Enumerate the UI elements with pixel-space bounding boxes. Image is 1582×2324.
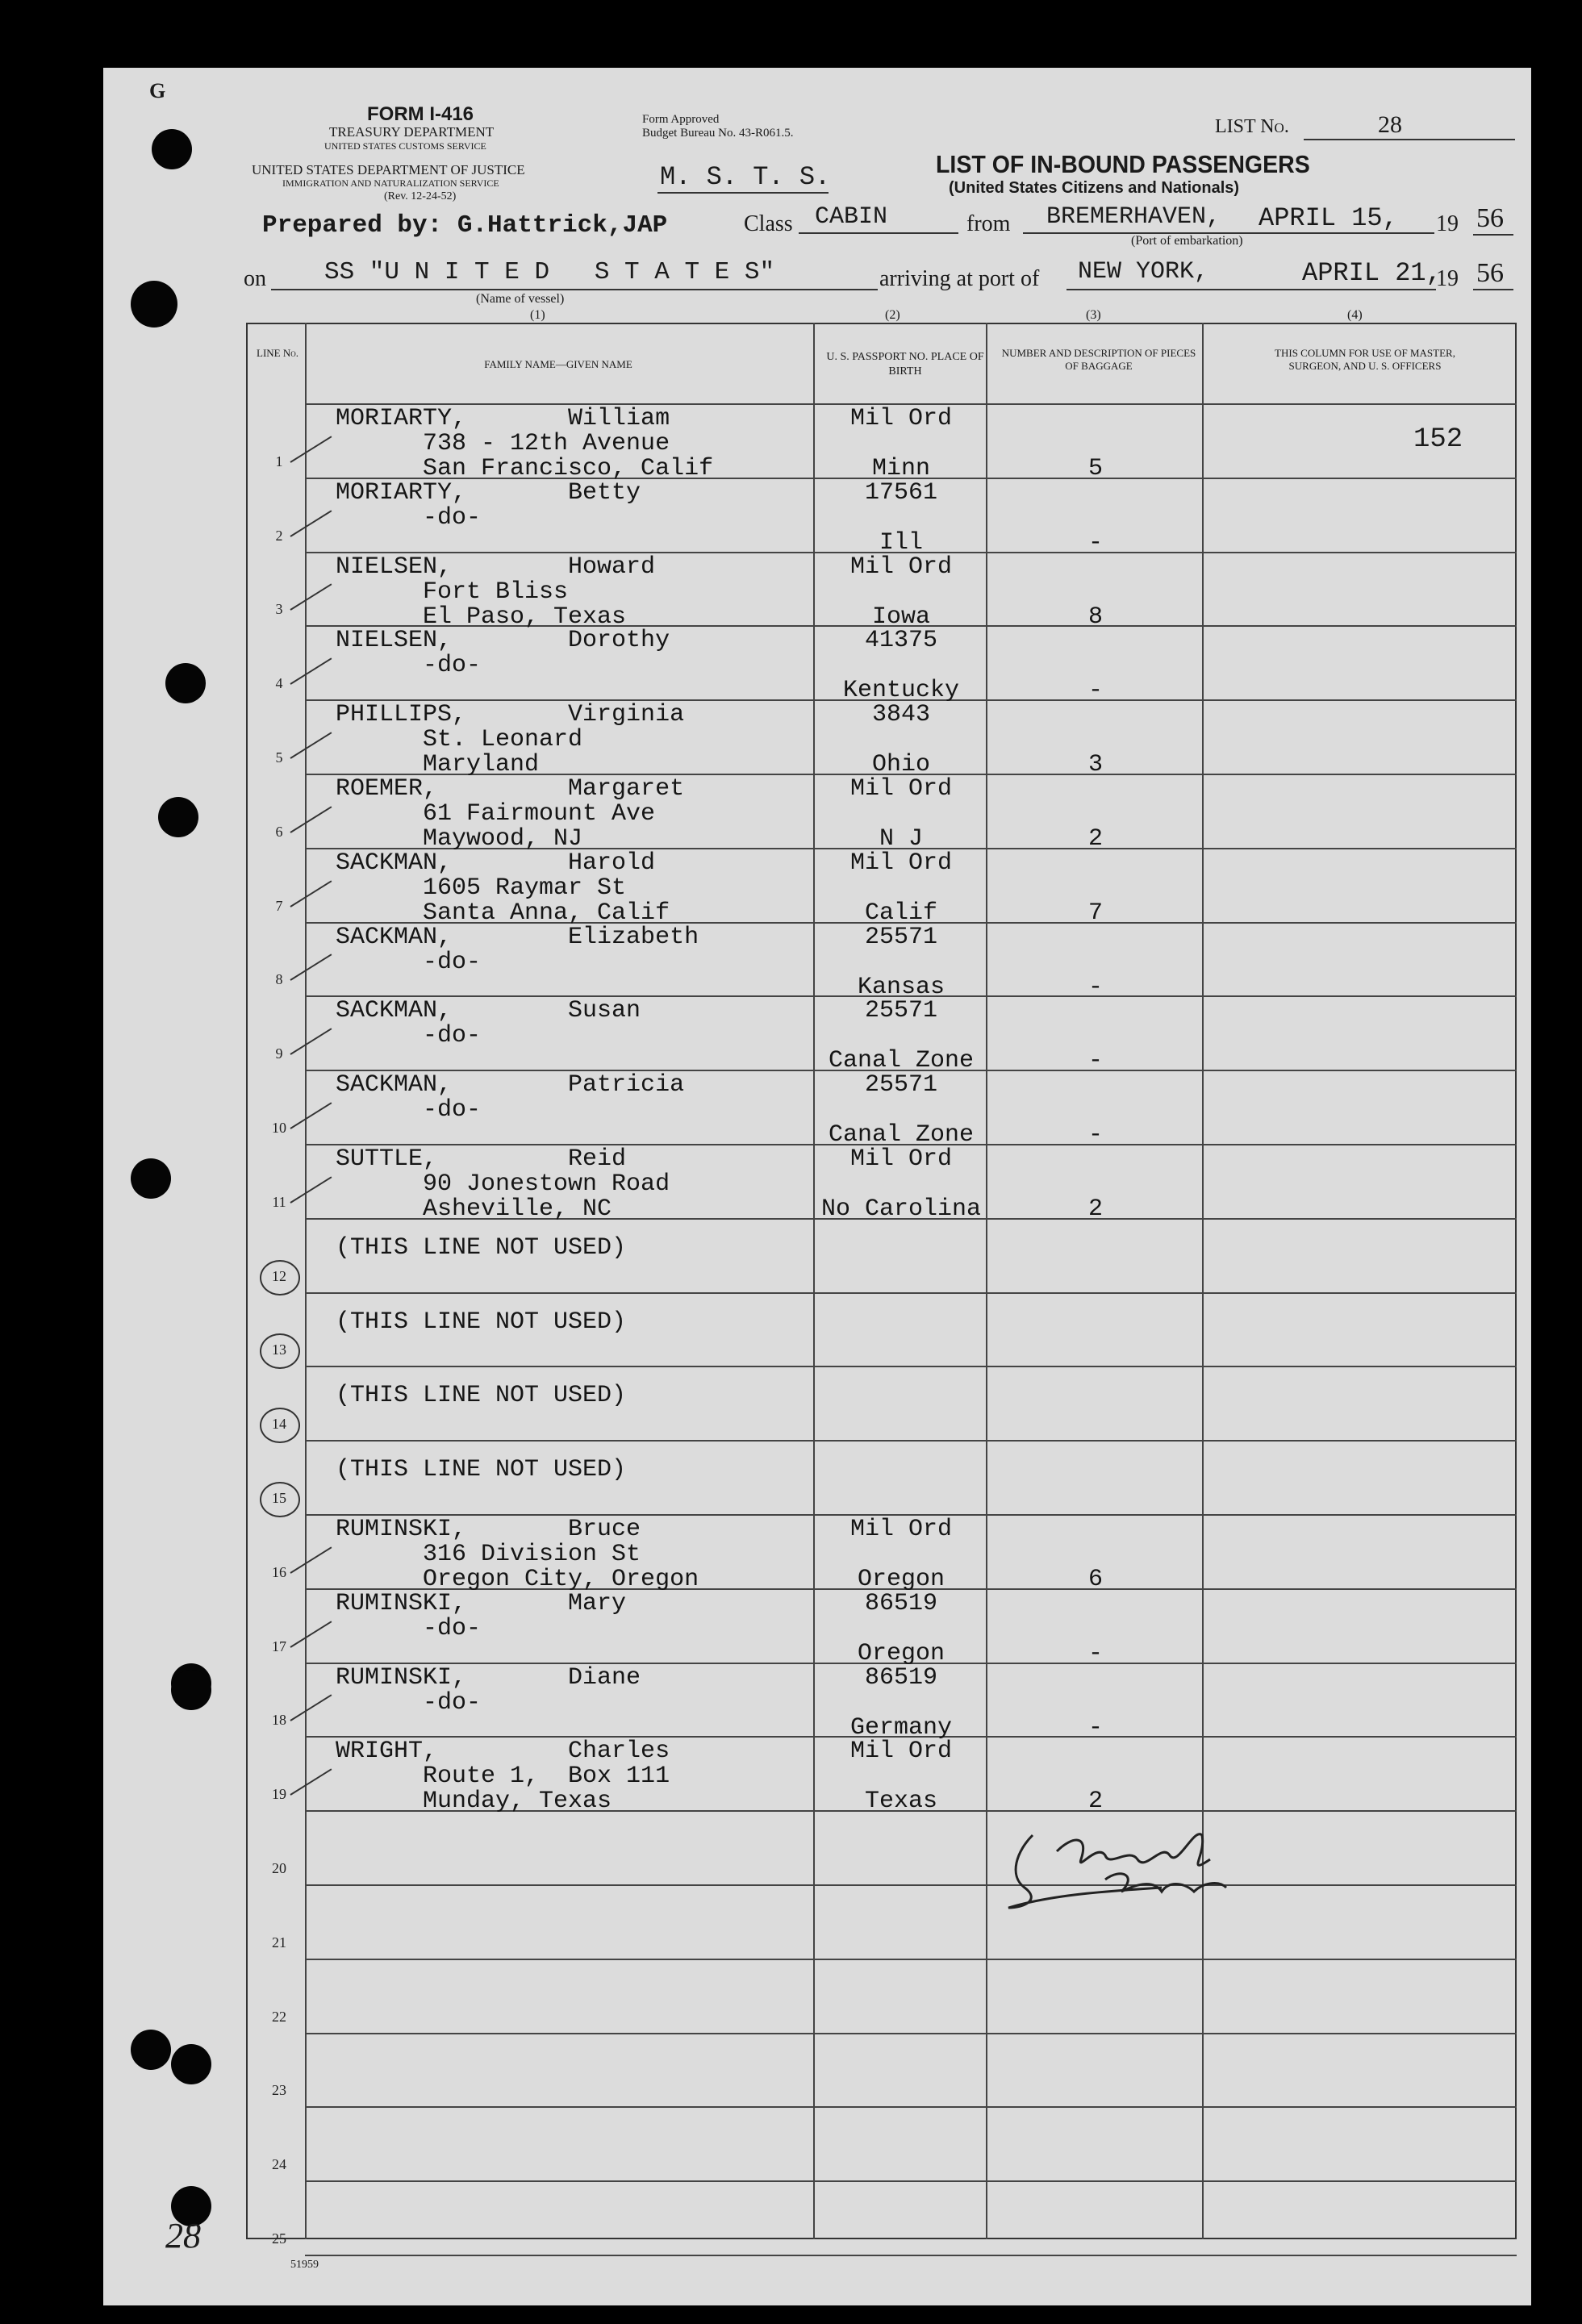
line-number: 2 bbox=[275, 527, 283, 544]
line-number: 14 bbox=[272, 1416, 286, 1433]
header-line-no: LINE No. bbox=[257, 347, 298, 359]
vessel-caption: (Name of vessel) bbox=[476, 292, 565, 306]
agency-msts: M. S. T. S. bbox=[660, 162, 831, 192]
passenger-name: SACKMAN, Elizabeth bbox=[336, 923, 699, 951]
row-rule bbox=[305, 2106, 1517, 2108]
row-rule bbox=[305, 1440, 1517, 1442]
line-number: 19 bbox=[272, 1786, 286, 1803]
passenger-address: -do- bbox=[336, 948, 482, 976]
passport-number: 25571 bbox=[864, 1071, 937, 1099]
budget-bureau: Budget Bureau No. 43-R061.5. bbox=[642, 127, 794, 140]
passport-number: 86519 bbox=[864, 1663, 937, 1692]
dep-year: 56 bbox=[1476, 203, 1504, 233]
line-number: 25 bbox=[272, 2230, 286, 2247]
passport-number: Mil Ord bbox=[849, 553, 953, 581]
col-divider-name bbox=[813, 323, 815, 2239]
passenger-address: Oregon City, Oregon bbox=[336, 1566, 699, 1593]
col-divider-baggage bbox=[1202, 323, 1204, 2239]
line-number: 17 bbox=[272, 1638, 286, 1654]
line-number: 12 bbox=[272, 1267, 286, 1284]
embark-port: BREMERHAVEN, bbox=[1046, 203, 1221, 231]
col-num-2: (2) bbox=[885, 308, 900, 322]
passenger-address: -do- bbox=[336, 1096, 482, 1124]
col-num-3: (3) bbox=[1086, 308, 1101, 322]
passport-number: 17561 bbox=[864, 478, 937, 507]
place-of-birth: Texas bbox=[864, 1788, 937, 1816]
passenger-address: Maywood, NJ bbox=[336, 825, 583, 853]
row-rule bbox=[305, 2180, 1517, 2182]
line-number: 20 bbox=[272, 1860, 286, 1876]
passenger-name: SACKMAN, Patricia bbox=[336, 1071, 685, 1099]
passenger-address: -do- bbox=[336, 652, 482, 680]
vessel-underline bbox=[271, 289, 878, 290]
line-number: 4 bbox=[275, 675, 283, 692]
departure-date: APRIL 15, bbox=[1259, 203, 1398, 233]
place-of-birth: Ill bbox=[879, 528, 923, 557]
place-of-birth: Canal Zone bbox=[828, 1047, 975, 1075]
dep-year-underline bbox=[1473, 234, 1513, 236]
vessel-name: SS "U N I T E D S T A T E S" bbox=[324, 258, 775, 286]
line-number: 10 bbox=[272, 1120, 286, 1136]
header-passport: U. S. PASSPORT NO. PLACE OF BIRTH bbox=[826, 351, 984, 378]
passenger-name: (THIS LINE NOT USED) bbox=[336, 1233, 627, 1262]
row-rule bbox=[305, 1366, 1517, 1367]
baggage-count: 8 bbox=[1087, 603, 1103, 631]
punch-hole bbox=[131, 2030, 171, 2070]
form-approved: Form Approved bbox=[642, 113, 720, 126]
list-no-value: 28 bbox=[1378, 111, 1402, 138]
passenger-name: MORIARTY, William bbox=[336, 405, 670, 432]
punch-hole bbox=[165, 663, 206, 703]
row-rule bbox=[305, 2255, 1517, 2256]
place-of-birth: Iowa bbox=[871, 603, 930, 631]
passenger-name: (THIS LINE NOT USED) bbox=[336, 1456, 627, 1484]
punch-hole bbox=[158, 797, 198, 837]
punch-hole bbox=[152, 129, 192, 169]
passenger-name: PHILLIPS, Virginia bbox=[336, 701, 685, 729]
passport-number: 3843 bbox=[871, 701, 930, 729]
agency-underline bbox=[657, 192, 829, 194]
line-number: 24 bbox=[272, 2156, 286, 2173]
passenger-address: Fort Bliss bbox=[336, 578, 569, 606]
line-number-circle bbox=[260, 1408, 300, 1443]
passenger-address: St. Leonard bbox=[336, 726, 583, 754]
form-number: FORM I-416 bbox=[367, 103, 474, 125]
prepared-by: Prepared by: G.Hattrick,JAP bbox=[262, 211, 668, 240]
col-divider-line bbox=[305, 323, 307, 2239]
baggage-count: - bbox=[1087, 1121, 1103, 1149]
passenger-name: SUTTLE, Reid bbox=[336, 1145, 627, 1173]
arrival-date: APRIL 21, bbox=[1302, 258, 1442, 288]
line-number: 15 bbox=[272, 1490, 286, 1506]
class-label: Class bbox=[744, 211, 793, 236]
line-number: 6 bbox=[275, 823, 283, 840]
from-label: from bbox=[966, 211, 1011, 236]
on-label: on bbox=[244, 266, 266, 291]
arrival-port: NEW YORK, bbox=[1078, 258, 1209, 286]
passenger-name: NIELSEN, Howard bbox=[336, 553, 656, 581]
row-rule bbox=[305, 1959, 1517, 1960]
row-rule bbox=[305, 1884, 1517, 1886]
line-number: 16 bbox=[272, 1563, 286, 1580]
line-number: 5 bbox=[275, 749, 283, 766]
passport-number: Mil Ord bbox=[849, 405, 953, 432]
punch-hole bbox=[131, 281, 177, 328]
line-number: 1 bbox=[275, 453, 283, 469]
place-of-birth: Ohio bbox=[871, 751, 930, 779]
line-number: 18 bbox=[272, 1712, 286, 1729]
passenger-name: SACKMAN, Susan bbox=[336, 997, 641, 1025]
passport-number: 41375 bbox=[864, 627, 937, 655]
place-of-birth: Minn bbox=[871, 455, 930, 482]
class-underline bbox=[799, 232, 958, 234]
baggage-count: - bbox=[1087, 1639, 1103, 1667]
passport-number: Mil Ord bbox=[849, 1516, 953, 1543]
passenger-address: El Paso, Texas bbox=[336, 603, 627, 631]
line-number: 23 bbox=[272, 2082, 286, 2099]
list-no-underline bbox=[1304, 139, 1515, 140]
arr-year: 56 bbox=[1476, 258, 1504, 288]
passenger-name: SACKMAN, Harold bbox=[336, 849, 656, 877]
passenger-address: 90 Jonestown Road bbox=[336, 1170, 670, 1198]
place-of-birth: N J bbox=[879, 825, 923, 853]
form-revision: (Rev. 12-24-52) bbox=[384, 190, 457, 202]
passport-number: 25571 bbox=[864, 923, 937, 951]
passenger-address: San Francisco, Calif bbox=[336, 455, 714, 482]
baggage-count: - bbox=[1087, 528, 1103, 557]
passenger-name: WRIGHT, Charles bbox=[336, 1738, 670, 1766]
page-mark-handwritten: 28 bbox=[165, 2216, 201, 2255]
treasury-dept: TREASURY DEPARTMENT bbox=[329, 124, 495, 140]
place-of-birth: Oregon bbox=[857, 1639, 945, 1667]
officer-note: 152 bbox=[1413, 424, 1463, 455]
immigration-service: IMMIGRATION AND NATURALIZATION SERVICE bbox=[282, 177, 499, 189]
line-number: 11 bbox=[272, 1193, 286, 1210]
passenger-name: ROEMER, Margaret bbox=[336, 775, 685, 803]
baggage-count: - bbox=[1087, 1047, 1103, 1075]
passenger-address: 738 - 12th Avenue bbox=[336, 430, 670, 457]
line-number: 9 bbox=[275, 1045, 283, 1062]
place-of-birth: Germany bbox=[849, 1713, 953, 1742]
col-num-4: (4) bbox=[1347, 308, 1363, 322]
line-number: 21 bbox=[272, 1934, 286, 1951]
baggage-count: 2 bbox=[1087, 1788, 1103, 1816]
passenger-name: RUMINSKI, Diane bbox=[336, 1663, 641, 1692]
passport-number: 86519 bbox=[864, 1589, 937, 1617]
col-divider-passport bbox=[986, 323, 987, 2239]
punch-hole bbox=[131, 1158, 171, 1199]
place-of-birth: Kansas bbox=[857, 973, 945, 1001]
passenger-address: Munday, Texas bbox=[336, 1788, 612, 1816]
document-subtitle: (United States Citizens and Nationals) bbox=[949, 179, 1240, 197]
line-number: 22 bbox=[272, 2008, 286, 2025]
baggage-count: 7 bbox=[1087, 899, 1103, 927]
list-no-label: LIST No. bbox=[1215, 116, 1289, 137]
officer-signature bbox=[1000, 1811, 1275, 1916]
passport-number: Mil Ord bbox=[849, 1738, 953, 1766]
passenger-name: MORIARTY, Betty bbox=[336, 478, 641, 507]
place-of-birth: Oregon bbox=[857, 1566, 945, 1593]
row-rule bbox=[305, 2033, 1517, 2034]
passenger-address: 61 Fairmount Ave bbox=[336, 800, 656, 828]
passenger-name: NIELSEN, Dorothy bbox=[336, 627, 670, 655]
punch-hole bbox=[171, 2044, 211, 2084]
arriving-label: arriving at port of bbox=[879, 266, 1040, 291]
footer-code: 51959 bbox=[290, 2259, 319, 2271]
passenger-address: Route 1, Box 111 bbox=[336, 1763, 670, 1791]
customs-service: UNITED STATES CUSTOMS SERVICE bbox=[324, 140, 486, 152]
baggage-count: 6 bbox=[1087, 1566, 1103, 1593]
place-of-birth: Kentucky bbox=[842, 677, 960, 705]
header-baggage: NUMBER AND DESCRIPTION OF PIECES OF BAGGAGE bbox=[1001, 347, 1196, 373]
col-num-1: (1) bbox=[530, 308, 545, 322]
passenger-address: Asheville, NC bbox=[336, 1195, 612, 1223]
place-of-birth: Calif bbox=[864, 899, 937, 927]
port-embark-caption: (Port of embarkation) bbox=[1131, 234, 1243, 248]
arrival-underline bbox=[1066, 289, 1436, 290]
line-number: 8 bbox=[275, 971, 283, 988]
passenger-address: Santa Anna, Calif bbox=[336, 899, 670, 927]
place-of-birth: No Carolina bbox=[820, 1195, 982, 1223]
punch-hole bbox=[171, 1670, 211, 1710]
passenger-address: -do- bbox=[336, 1614, 482, 1642]
header-officers: THIS COLUMN FOR USE OF MASTER, SURGEON, AND U. S. OFFICERS bbox=[1275, 347, 1455, 373]
baggage-count: 2 bbox=[1087, 825, 1103, 853]
arr-year-prefix: 19 bbox=[1436, 266, 1459, 291]
arr-year-underline bbox=[1473, 289, 1513, 290]
header-name: FAMILY NAME—GIVEN NAME bbox=[484, 358, 632, 370]
passenger-address: -do- bbox=[336, 1688, 482, 1717]
dep-year-prefix: 19 bbox=[1436, 211, 1459, 236]
baggage-count: - bbox=[1087, 1713, 1103, 1742]
justice-dept: UNITED STATES DEPARTMENT OF JUSTICE bbox=[252, 162, 525, 177]
baggage-count: - bbox=[1087, 973, 1103, 1001]
line-number: 3 bbox=[275, 601, 283, 618]
margin-mark: G bbox=[149, 79, 166, 102]
baggage-count: 5 bbox=[1087, 455, 1103, 482]
passport-number: Mil Ord bbox=[849, 849, 953, 877]
line-number: 7 bbox=[275, 897, 283, 914]
line-number-circle bbox=[260, 1482, 300, 1517]
passenger-name: RUMINSKI, Mary bbox=[336, 1589, 627, 1617]
line-number: 13 bbox=[272, 1341, 286, 1358]
line-number-circle bbox=[260, 1260, 300, 1296]
document-title: LIST OF IN-BOUND PASSENGERS bbox=[936, 150, 1310, 178]
passenger-address: Maryland bbox=[336, 751, 540, 779]
passenger-address: -do- bbox=[336, 503, 482, 532]
passenger-address: -do- bbox=[336, 1022, 482, 1050]
passenger-name: (THIS LINE NOT USED) bbox=[336, 1382, 627, 1410]
passenger-address: 1605 Raymar St bbox=[336, 874, 627, 902]
baggage-count: - bbox=[1087, 677, 1103, 705]
passenger-name: (THIS LINE NOT USED) bbox=[336, 1308, 627, 1336]
class-value: CABIN bbox=[815, 203, 888, 231]
passenger-name: RUMINSKI, Bruce bbox=[336, 1516, 641, 1543]
passport-number: Mil Ord bbox=[849, 1145, 953, 1173]
passport-number: 25571 bbox=[864, 997, 937, 1025]
place-of-birth: Canal Zone bbox=[828, 1121, 975, 1149]
baggage-count: 2 bbox=[1087, 1195, 1103, 1223]
row-rule bbox=[305, 1292, 1517, 1294]
baggage-count: 3 bbox=[1087, 751, 1103, 779]
passenger-address: 316 Division St bbox=[336, 1541, 641, 1568]
passport-number: Mil Ord bbox=[849, 775, 953, 803]
